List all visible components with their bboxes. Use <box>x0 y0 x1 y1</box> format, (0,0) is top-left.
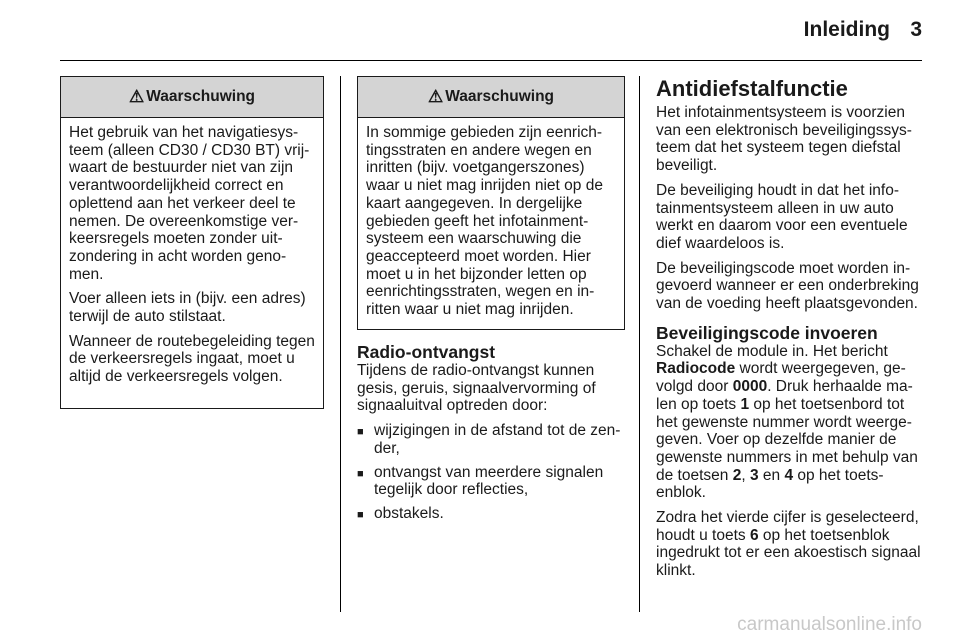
text-run: wordt weergegeven, gevolgd door <box>656 360 906 396</box>
section-heading-large: Antidiefstalfunctie <box>656 76 848 101</box>
section-paragraph: De beveiliging houdt in dat het infotainmentsysteem alleen in uw auto werkt en daarom voor een eventuele dief waardeloos is. <box>656 181 908 252</box>
square-bullet-icon: ■ <box>357 467 364 480</box>
section-heading: Radio-ontvangst <box>357 342 496 362</box>
column-divider-1 <box>340 76 341 612</box>
page-header-title: Inleiding <box>803 18 890 41</box>
bullet-item <box>357 464 623 499</box>
bullet-text: wijzigingen in de afstand tot de zender, <box>374 422 621 457</box>
key-label: 6 <box>749 526 759 544</box>
anti-theft-section <box>656 76 926 587</box>
section-heading: Beveiligingscode invoeren <box>656 322 878 343</box>
display-message: Radiocode <box>656 360 736 378</box>
section-intro: Tijdens de radio-ontvangst kunnen gesis, geruis, signaalvervorming of signaaluitval optreden door: <box>357 362 596 415</box>
text-run: op het toetsenblok ingedrukt tot er een akoestisch signaal klinkt. <box>656 526 921 580</box>
warning-title: Waarschuwing <box>146 88 256 105</box>
warning-box-body <box>61 118 323 399</box>
key-label: 1 <box>740 395 750 413</box>
warning-paragraph: Wanneer de routebegeleiding tegen de verkeersregels ingaat, moet u altijd de verkeersregels volgen. <box>69 332 315 386</box>
warning-box-header <box>358 77 624 118</box>
bullet-item <box>357 422 623 457</box>
key-label: 3 <box>749 466 759 484</box>
text-run: Zodra het vierde cijfer is geselecteerd, houdt u toets <box>656 509 919 544</box>
warning-paragraph: In sommige gebieden zijn eenrichtingsstraten en andere wegen en inritten (bijv. voetgangerszones) waar u niet mag inrijden niet op de kaart aangegeven. In dergelijke gebieden geeft het infotainmentsysteem een waarschuwing die geaccepteerd moet worden. Hier moet u in het bijzonder letten op eenrichtingsstraten, wegen en inritten waar u niet mag inrijden. <box>366 124 603 319</box>
warning-paragraph: Voer alleen iets in (bijv. een adres) terwijl de auto stilstaat. <box>69 290 306 326</box>
square-bullet-icon: ■ <box>357 508 364 521</box>
warning-title: Waarschuwing <box>445 88 555 105</box>
text-run: . Druk herhaalde malen op toets <box>656 378 913 413</box>
warning-paragraph: Het gebruik van het navigatiesysteem (alleen CD30 / CD30 BT) vrijwaart de bestuurder niet van zijn verantwoordelijkheid correct en oplettend aan het verkeer deel te nemen. De overeenkomstige verkeersregels moeten zonder uitzondering in acht worden genomen. <box>69 124 310 283</box>
warning-box-navigation <box>60 76 324 409</box>
section-paragraph: Het infotainmentsysteem is voorzien van een elektronisch beveiligingssysteem dat het systeem tegen diefstal beveiligt. <box>656 104 912 175</box>
column-divider-2 <box>639 76 640 612</box>
text-run: en <box>758 466 785 484</box>
warning-triangle-icon: ⚠ <box>128 87 145 106</box>
bullet-text: ontvangst van meerdere signalen tegelijk door reflecties, <box>374 463 604 499</box>
radio-reception-section <box>357 342 623 531</box>
code-entry-paragraph <box>656 509 926 580</box>
square-bullet-icon: ■ <box>357 426 364 439</box>
header-rule <box>60 60 922 61</box>
page-number: 3 <box>910 18 922 41</box>
key-label: 2 <box>732 466 742 484</box>
bullet-item <box>357 505 623 525</box>
warning-triangle-icon: ⚠ <box>427 87 444 106</box>
watermark: carmanualsonline.info <box>737 614 922 635</box>
display-code: 0000 <box>732 378 768 396</box>
text-run: op het toetsenbord tot het gewenste nummer wordt weergegeven. Voer op dezelfde manier de gewenste nummers in met behulp van de toetsen <box>656 395 918 484</box>
text-run: Schakel de module in. Het bericht <box>656 342 888 360</box>
text-run: op het toetsenblok. <box>656 466 884 502</box>
text-run: , <box>741 466 750 484</box>
key-label: 4 <box>784 466 794 484</box>
warning-box-restricted-roads <box>357 76 625 330</box>
code-entry-paragraph <box>656 343 926 502</box>
section-paragraph: De beveiligingscode moet worden ingevoerd wanneer er een onderbreking van de voeding heeft plaatsgevonden. <box>656 259 919 313</box>
warning-box-body <box>358 118 624 332</box>
warning-box-header <box>61 77 323 118</box>
bullet-text: obstakels. <box>374 504 444 522</box>
